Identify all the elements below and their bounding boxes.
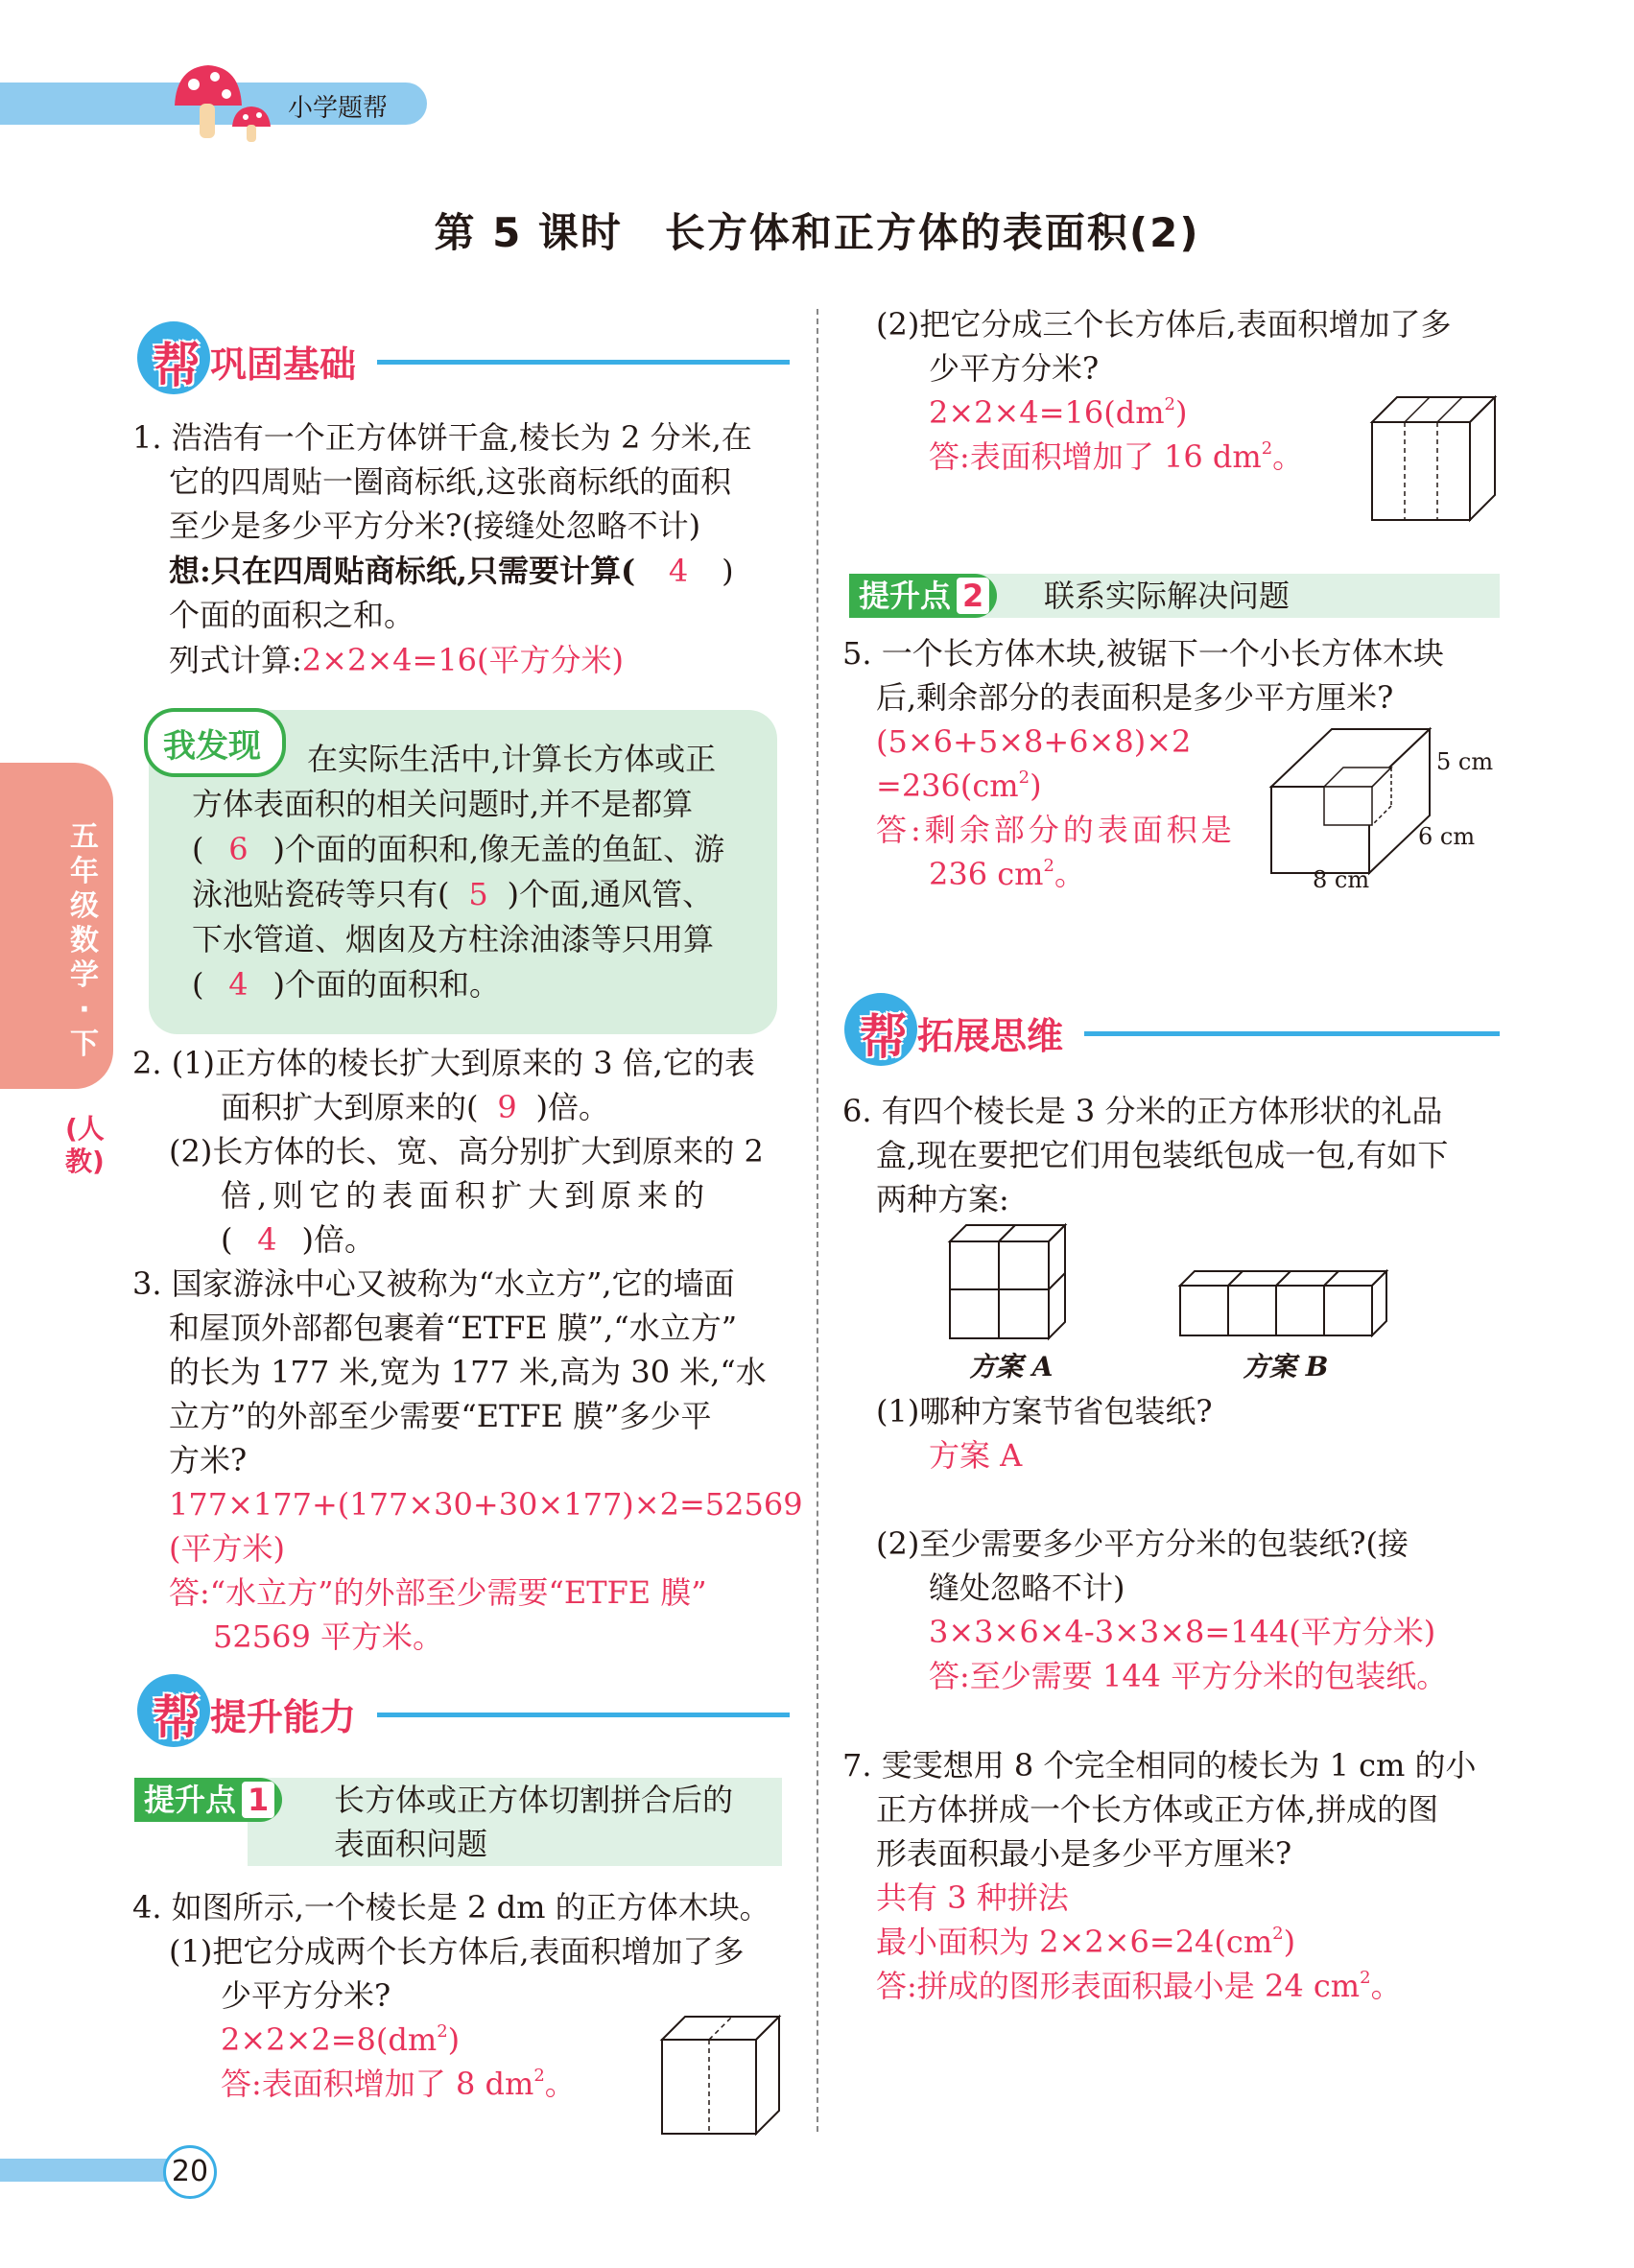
brand-name: 小学题帮 bbox=[288, 94, 389, 123]
discovery-badge: 我发现 bbox=[144, 708, 286, 777]
dim-height: 5 cm bbox=[1436, 748, 1494, 775]
section-basic: 帮 巩固基础 bbox=[137, 321, 790, 398]
plan-a-label: 方案 A bbox=[969, 1351, 1054, 1382]
plan-b-figure bbox=[1175, 1268, 1396, 1337]
section-extend: 帮 拓展思维 bbox=[844, 993, 1500, 1070]
page-title: 第 5 课时 长方体和正方体的表面积(2) bbox=[434, 209, 1200, 256]
mushroom-logo-icon bbox=[165, 58, 280, 144]
cut-block-figure bbox=[1267, 720, 1506, 902]
point-bar-1: 提升点 1 长方体或正方体切割拼合后的 表面积问题 bbox=[248, 1778, 782, 1866]
column-divider bbox=[817, 309, 818, 2132]
page-number: 20 bbox=[163, 2145, 217, 2199]
cube-three-parts-figure bbox=[1362, 384, 1506, 528]
dim-width: 6 cm bbox=[1418, 823, 1476, 850]
plan-b-label: 方案 B bbox=[1243, 1351, 1329, 1382]
section-ability: 帮 提升能力 bbox=[137, 1674, 790, 1751]
plan-a-figure bbox=[945, 1218, 1079, 1343]
cube-two-parts-figure bbox=[652, 2005, 787, 2139]
side-tab-grade: 五年级数学·下 bbox=[70, 820, 99, 1061]
side-tab-edition: (人教) bbox=[65, 1113, 105, 1177]
point-bar-2: 提升点 2 联系实际解决问题 bbox=[953, 574, 1500, 618]
discovery-box: 在实际生活中,计算长方体或正 方体表面积的相关问题时,并不是都算 ( 6 )个面的面积和,像无盖的鱼缸、游 泳池贴瓷砖等只有( 5 )个面,通风管、 下水管道、烟囱及方柱涂油漆等只用算 ( 4 )个面的面积和。 bbox=[149, 710, 777, 1034]
dim-length: 8 cm bbox=[1313, 866, 1370, 893]
